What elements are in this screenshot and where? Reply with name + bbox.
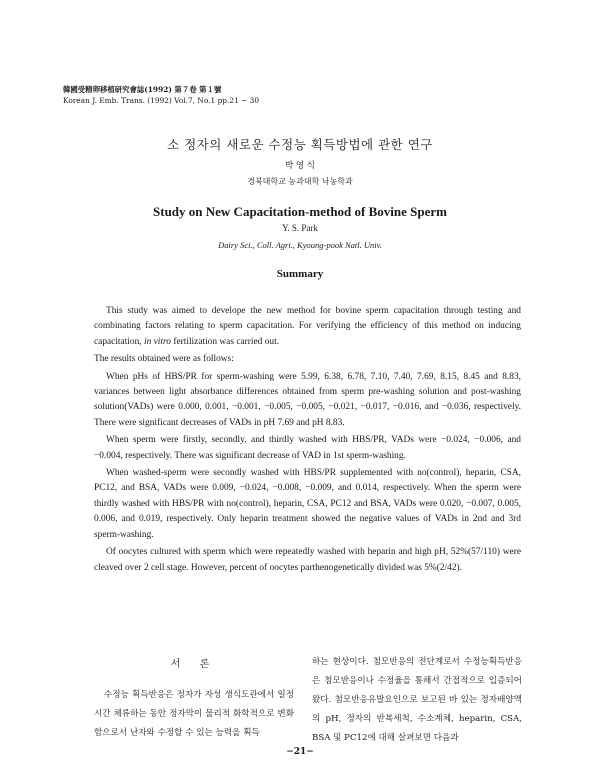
summary-paragraph: The results obtained were as follows: (94, 354, 234, 365)
summary-body (94, 304, 521, 578)
author-korean: 박 영 식 (284, 161, 316, 171)
summary-heading: Summary (276, 268, 324, 280)
summary-paragraph: When pHs of HBS/PR for sperm-washing were 5.99, 6.38, 6.78, 7.10, 7.40, 7.69, 8.15, 8.45 and 8.83, variances between light absorbance differences obtained from sperm pre-washing solution and post-washing solution(VADs) were 0.000, 0.001, −0.001, −0.005, −0.005, −0.021, −0.017, −0.016, and −0.036, respectively. There were significant decreases of VADs in pH 7.69 and pH 8.83. (94, 371, 521, 428)
intro-paragraph: 하는 현상이다. 첨모반응의 전단계로서 수정능획득반응은 첨모반응이나 수정율을 통해서 간접적으로 입증되어 왔다. 첨모반응유발요인으로 보고된 바 있는 정자배양액의 pH, 정자의 반복세척, 수소계체, heparin, CSA, BSA 및 PC12에 대해 살펴보면 다음과 (312, 657, 522, 743)
page-number: −21− (286, 747, 314, 757)
title-korean: 소 정자의 새로운 수정능 획득방법에 관한 연구 (167, 137, 433, 152)
affiliation-korean: 경북대학교 농과대학 낙농학과 (247, 177, 353, 186)
intro-heading: 서 론 (170, 659, 218, 670)
summary-text: This study was aimed to develope the new method for bovine sperm capacitation through testing and combinating factors relating to sperm capacitation. For verifying the efficiency of this method on inducing capacitation, (94, 306, 521, 347)
summary-italic-term: in vitro (143, 336, 171, 347)
title-english: Study on New Capacitation-method of Bovine Sperm (153, 204, 447, 219)
affiliation-english: Dairy Sci., Coll. Agri., Kyoung-pook Natl. Univ. (218, 240, 382, 250)
summary-paragraph: Of oocytes cultured with sperm which were repeatedly washed with heparin and high pH, 52%(57/110) were cleaved over 2 cell stage. However, percent of oocytes parthenogenetically divided was 5%(2/42). (94, 547, 521, 573)
journal-citation-korean: 韓國受精卵移植研究會誌(1992) 第７卷 第１號 (63, 85, 222, 94)
journal-citation-english: Korean J. Emb. Trans. (1992) Vol.7, No.1 pp.21 ~ 30 (63, 96, 260, 105)
summary-paragraph: When washed-sperm were secondly washed with HBS/PR supplemented with no(control), heparin, CSA, PC12, and BSA, VADs were 0.009, −0.024, −0.008, −0.009, and 0.014, respectively. When the sperm were thirdly washed with HBS/PR with no(control), heparin, CSA, PC12 and BSA, VADs were 0.020, −0.007, 0.005, 0.006, and 0.019, respectively. Only heparin treatment showed the negative values of VADs in 2nd and 3rd sperm-washing. (94, 468, 521, 540)
intro-paragraph: 수정능 획득반응은 정자가 자성 생식도관에서 일정시간 체류하는 동안 정자막이 물리적 화학적으로 변화함으로서 난자와 수정할 수 있는 능력을 획득 (94, 690, 294, 738)
summary-paragraph (94, 304, 521, 350)
author-english: Y. S. Park (282, 223, 318, 233)
intro-column-left (94, 655, 294, 743)
summary-paragraph: When sperm were firstly, secondly, and thirdly washed with HBS/PR, VADs were −0.024, −0.006, and −0.004, respectively. There was significant decrease of VAD in 1st sperm-washing. (94, 435, 521, 461)
summary-text: fertilization was carried out. (170, 336, 280, 347)
journal-citation (63, 84, 259, 106)
intro-column-right (312, 653, 522, 748)
